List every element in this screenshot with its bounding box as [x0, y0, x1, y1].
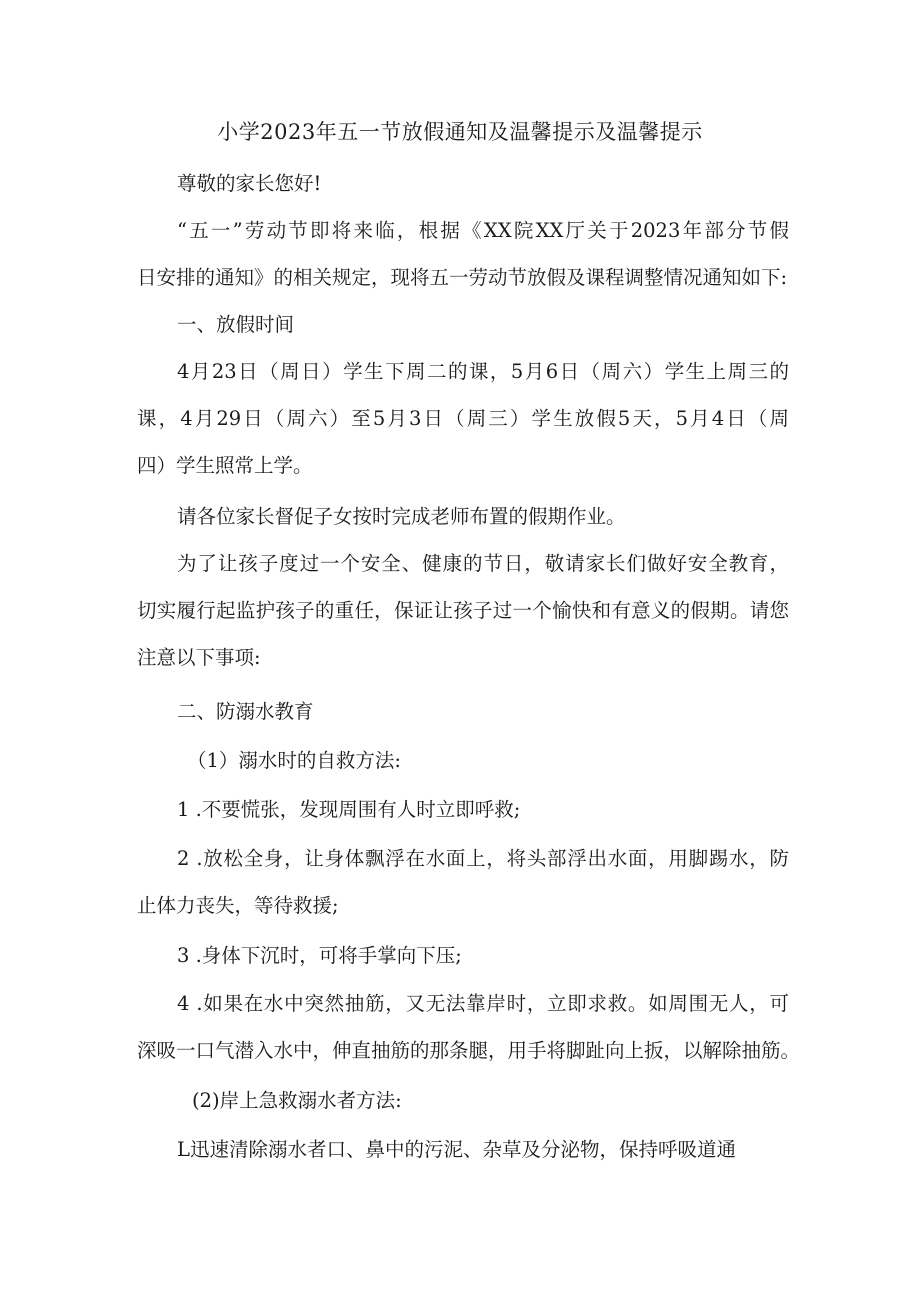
self-rescue-4-line-2: 深吸一口气潜入水中，伸直抽筋的那条腿，用手将脚趾向上扳，以解除抽筋。: [137, 1039, 801, 1062]
self-rescue-item-3: [137, 932, 789, 979]
section1-heading: [137, 301, 789, 348]
self-rescue-item-4: [137, 980, 801, 1074]
self-rescue-3-line: 3 .身体下沉时，可将手掌向下压;: [177, 944, 462, 967]
sub1-heading-text: （1）溺水时的自救方法:: [187, 749, 401, 772]
safety-intro-paragraph: [137, 540, 789, 681]
greeting: [137, 160, 789, 207]
homework-line: 请各位家长督促子女按时完成老师布置的假期作业。: [177, 505, 626, 528]
intro-line-2: 日安排的通知》的相关规定，现将五一劳动节放假及课程调整情况通知如下:: [137, 266, 788, 289]
safety-intro-line-1: 为了让孩子度过一个安全、健康的节日，敬请家长们做好安全教育，: [177, 552, 789, 575]
schedule-line-2: 课，4月29日（周六）至5月3日（周三）学生放假5天，5月4日（周: [137, 407, 789, 430]
intro-line-1: “五一”劳动节即将来临，根据《XX院XX厅关于2023年部分节假: [177, 219, 789, 242]
section2-heading: [137, 688, 789, 735]
sub2-heading: [137, 1077, 789, 1124]
homework-paragraph: [137, 493, 789, 540]
shore-rescue-item-1: [137, 1126, 789, 1173]
self-rescue-1-line: 1 .不要慌张，发现周围有人时立即呼救;: [177, 798, 521, 821]
schedule-line-3: 四）学生照常上学。: [137, 454, 313, 477]
safety-intro-line-3: 注意以下事项:: [137, 646, 261, 669]
intro-paragraph: [137, 207, 789, 301]
document-title: 小学2023年五一节放假通知及温馨提示及温馨提示: [217, 120, 703, 144]
schedule-line-1: 4月23日（周日）学生下周二的课，5月6日（周六）学生上周三的: [177, 360, 789, 383]
self-rescue-item-2: [137, 835, 789, 929]
section2-heading-text: 二、防溺水教育: [177, 700, 314, 723]
schedule-paragraph: [137, 348, 789, 489]
sub1-heading: [137, 737, 789, 784]
self-rescue-2-line-2: 止体力丧失，等待救援;: [137, 894, 339, 917]
greeting-line: 尊敬的家长您好!: [177, 172, 322, 195]
self-rescue-2-line-1: 2 .放松全身，让身体飘浮在水面上，将头部浮出水面，用脚踢水，防: [177, 847, 789, 870]
self-rescue-item-1: [137, 786, 789, 833]
shore-rescue-1-line: L迅速清除溺水者口、鼻中的污泥、杂草及分泌物，保持呼吸道通: [177, 1138, 736, 1161]
safety-intro-line-2: 切实履行起监护孩子的重任，保证让孩子过一个愉快和有意义的假期。请您: [137, 599, 789, 622]
self-rescue-4-line-1: 4 .如果在水中突然抽筋，又无法靠岸时，立即求救。如周围无人，可: [177, 992, 789, 1015]
sub2-heading-text: (2)岸上急救溺水者方法:: [192, 1089, 402, 1112]
section1-heading-text: 一、放假时间: [177, 313, 295, 336]
